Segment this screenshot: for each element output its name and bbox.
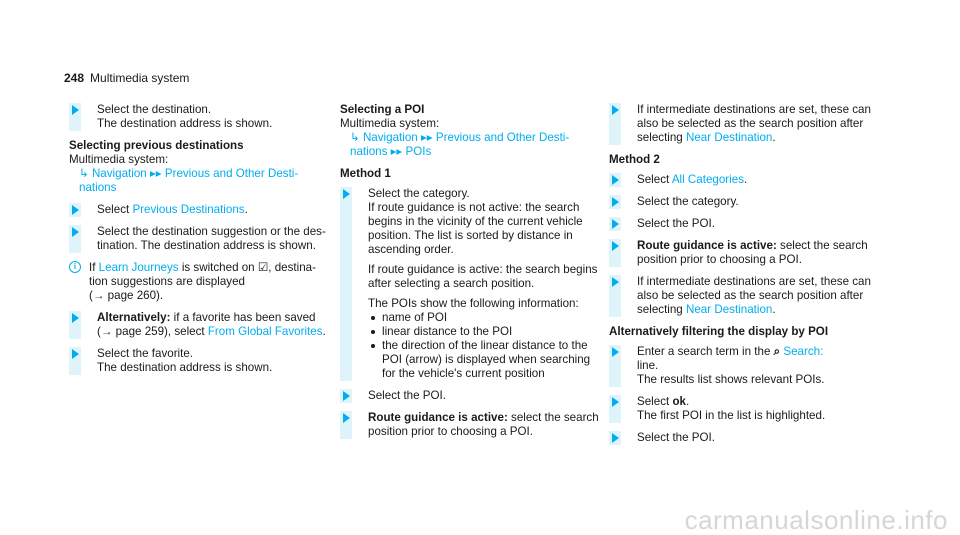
info-note: i If Learn Journeys is switched on ☑, destina- tion suggestions are displayed (→ page 260). [69,261,331,303]
step-select-favorite: Select the favorite. The destination address is shown. [69,347,331,375]
step-intermediate-2: If intermediate destinations are set, these can also be selected as the search position after selecting Near Destination. [609,275,871,317]
step-select-category: Select the category. If route guidance is not active: the search begins in the vicinity of the current vehicle position. The list is sorted by distance in ascending order. If route guidance is active: the search begins after selecting a search position. The POIs show the following information: name of POI linear distance to the POI the direction of the linear distance to the POI (arrow) is displayed when searching for the vehicle's current position [340,187,602,381]
step-enter-search: Enter a search term in the ⌕ Search: line. The results list shows relevant POIs. [609,345,871,387]
link-all-categories[interactable]: All Categories [671,173,744,186]
link-previous-destinations[interactable]: Previous Destinations [132,203,245,216]
link-navigation[interactable]: Navigation [362,131,418,144]
section-title: Multimedia system [90,71,190,85]
step-select-poi: Select the POI. [609,217,871,231]
link-learn-journeys[interactable]: Learn Journeys [98,261,179,274]
link-global-favorites[interactable]: From Global Favorites [207,325,323,338]
link-previous-other[interactable]: Previous and Other Desti- [435,131,570,144]
step-intermediate-1: If intermediate destinations are set, these can also be selected as the search position after selecting Near Destination. [609,103,871,145]
link-previous-other[interactable]: Previous and Other Desti- [164,167,299,180]
step-arrow-icon [612,197,619,207]
step-arrow-icon [343,189,350,199]
step-arrow-icon [612,241,619,251]
method-2-label: Method 2 [609,153,660,166]
step-arrow-icon [612,219,619,229]
step-route-guidance: Route guidance is active: select the search position prior to choosing a POI. [609,239,871,267]
step-alternatively: Alternatively: if a favorite has been saved (→ page 259), select From Global Favorites. [69,311,331,339]
link-search[interactable]: Search: [783,345,824,358]
page-number: 248 [64,71,85,85]
column-3 [609,103,871,453]
heading-previous-destinations: Selecting previous destinations [69,139,244,152]
step-arrow-icon [612,433,619,443]
list-item: the direction of the linear distance to the POI (arrow) is displayed when searching for the vehicle's current position [368,339,602,381]
column-1: Select the destination. The destination address is shown. Selecting previous destinations Multimedia system: ↳ Navigation ▸▸ Previous and Other Desti- nations Select Previous Destinations. Select the destination suggestion or the des- tination. The destination address is shown. i If Learn Journeys is switched on ☑, destina- tion suggestions are displayed (→ page 260). Alternatively: if a favorite has been saved (→ page 259), select From Global Favorites. Select the favorite. The destination address is shown. [69,103,331,383]
search-icon: ⌕ [773,345,781,358]
link-navigation[interactable]: Navigation [91,167,147,180]
list-item: name of POI [368,311,602,325]
heading-selecting-poi: Selecting a POI [340,103,425,116]
step-arrow-icon [343,391,350,401]
step-arrow-icon [72,105,79,115]
checkbox-icon: ☑ [257,261,269,274]
step-arrow-icon [612,347,619,357]
watermark: carmanualsonline.info [684,505,948,535]
step-select-previous: Select Previous Destinations. [69,203,331,217]
link-pois[interactable]: POIs [405,145,432,158]
menu-path: ↳ Navigation ▸▸ Previous and Other Desti- nations [79,167,299,194]
step-arrow-icon [612,277,619,287]
step-arrow-icon [612,397,619,407]
step-arrow-icon [72,349,79,359]
menu-path: ↳ Navigation ▸▸ Previous and Other Desti- nations ▸▸ POIs [350,131,570,158]
step-arrow-icon [72,313,79,323]
step-arrow-icon [343,413,350,423]
link-near-destination[interactable]: Near Destination [685,303,773,316]
info-icon: i [69,261,81,273]
step-arrow-icon [72,227,79,237]
step-select-ok: Select ok. The first POI in the list is highlighted. [609,395,871,423]
step-select-poi: Select the POI. [340,389,602,403]
step-select-poi-final: Select the POI. [609,431,871,445]
column-2: Selecting a POI Multimedia system: ↳ Navigation ▸▸ Previous and Other Desti- nations ▸▸ POIs Method 1 Select the category. If route guidance is not active: the search begins in the vicinity of the current vehicle position. The list is sorted by distance in ascending order. If route guidance is active: the search begins after selecting a search position. The POIs show the following information: name of POI linear distance to the POI the direction of the linear distance to the POI (arrow) is displayed when searching for the vehicle's current position Select the POI. Route guidance is active: select the search position prior to choosing a POI. [340,103,602,447]
step-arrow-icon [612,175,619,185]
step-route-guidance: Route guidance is active: select the search position prior to choosing a POI. [340,411,602,439]
method-1-label: Method 1 [340,167,391,180]
step-select-suggestion: Select the destination suggestion or the des- tination. The destination address is shown. [69,225,331,253]
heading-filter-by-poi: Alternatively filtering the display by POI [609,325,829,338]
step-arrow-icon [72,205,79,215]
page-header [64,71,189,85]
link-near-destination[interactable]: Near Destination [685,131,773,144]
ok-icon: ok [672,395,686,408]
list-item: linear distance to the POI [368,325,602,339]
step-select-category: Select the category. [609,195,871,209]
step-select-all-categories: Select All Categories. [609,173,871,187]
step-arrow-icon [612,105,619,115]
step-select-destination: Select the destination. The destination address is shown. [69,103,331,131]
